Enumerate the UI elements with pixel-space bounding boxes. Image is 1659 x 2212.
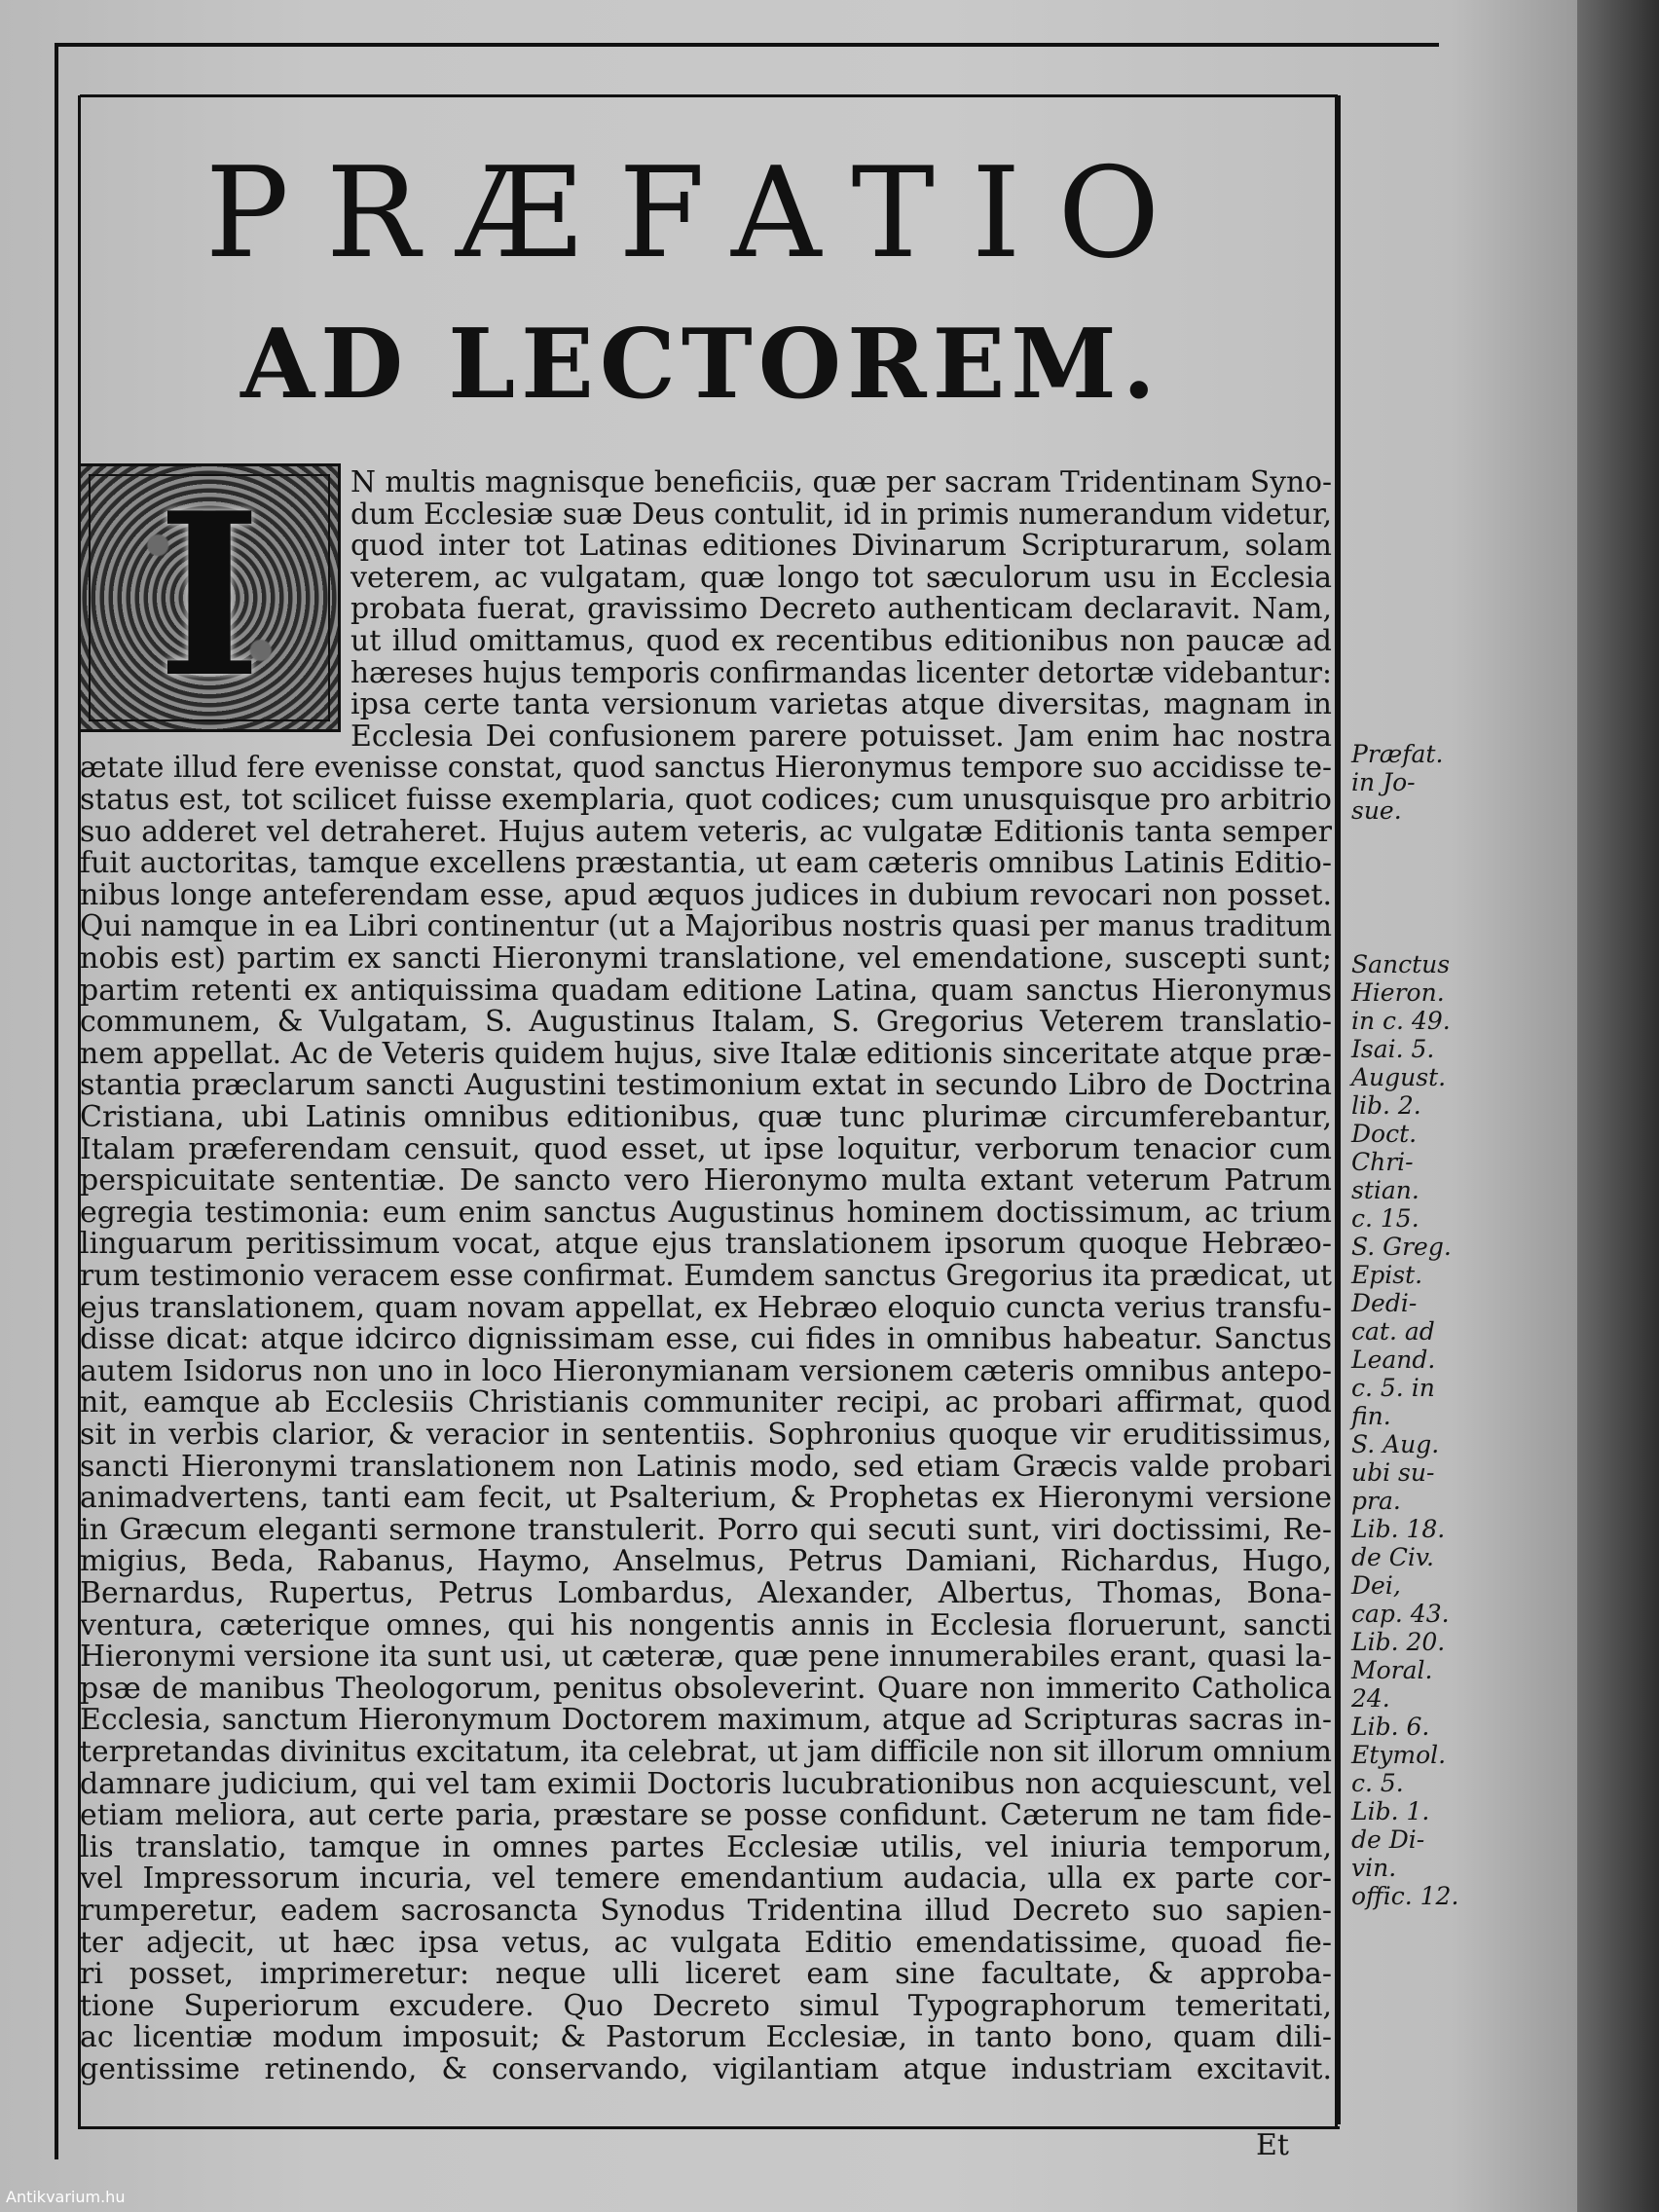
text-line: animadvertens, tanti eam fecit, ut Psalterium, & Prophetas ex Hieronymi versione: [80, 1481, 1332, 1516]
margin-note: Sanctus Hieron. in c. 49. Isai. 5. August. lib. 2. Doct. Chri- stian. c. 15. S. Greg. Epist. Dedi- cat. ad Leand. c. 5. in fin. S. Aug. ubi su- pra. Lib. 18. de Civ. Dei, cap. 43. Lib. 20. Moral. 24. Lib. 6. Etymol. c. 5. Lib. 1. de Di- vin. offic. 12.: [1351, 950, 1459, 1910]
text-line: egregia testimonia: eum enim sanctus Augustinus hominem doctissimum, ac trium: [80, 1195, 1332, 1230]
text-line: partim retenti ex antiquissima quadam editione Latina, quam sanctus Hieronymus: [80, 973, 1332, 1008]
text-line: N multis magnisque beneficiis, quæ per sacram Tridentinam Syno-: [350, 465, 1332, 499]
text-line: Cristiana, ubi Latinis omnibus editionibus, quæ tunc plurimæ circumferebantur,: [80, 1100, 1332, 1134]
text-line: quod inter tot Latinas editiones Divinarum Scripturarum, solam: [350, 529, 1332, 564]
text-line: lis translatio, tamque in omnes partes Ecclesiæ utilis, vel iniuria temporum,: [80, 1829, 1332, 1864]
text-line: ejus translationem, quam novam appellat, ex Hebræo eloquio cuncta verius transfu-: [80, 1290, 1332, 1325]
text-line: Ecclesia, sanctum Hieronymum Doctorem maximum, atque ad Scripturas sacras in-: [80, 1703, 1332, 1738]
text-line: autem Isidorus non uno in loco Hieronymianam versionem cæteris omnibus antepo-: [80, 1353, 1332, 1388]
page-title: PRÆFATIO: [204, 141, 1198, 286]
text-line: ipsa certe tanta versionum varietas atque diversitas, magnam in: [350, 687, 1332, 722]
text-line: nem appellat. Ac de Veteris quidem hujus, sive Italæ editionis sinceritate atque præ-: [80, 1036, 1332, 1071]
text-line: ac licentiæ modum imposuit; & Pastorum Ecclesiæ, in tanto bono, quam dili-: [80, 2020, 1332, 2055]
text-line: sit in verbis clarior, & veracior in sententiis. Sophronius quoque vir eruditissimus,: [80, 1418, 1332, 1452]
text-line: veterem, ac vulgatam, quæ longo tot sæculorum usu in Ecclesia: [350, 560, 1332, 595]
text-line: in Græcum eleganti sermone transtulerit. Porro qui secuti sunt, viri doctissimi, Re-: [80, 1512, 1332, 1547]
text-line: fuit auctoritas, tamque excellens præstantia, ut eam cæteris omnibus Latinis Editio-: [80, 846, 1332, 881]
bottom-rule: [78, 2126, 1340, 2129]
text-line: perspicuitate sententiæ. De sancto vero Hieronymo multa extant veterum Patrum: [80, 1163, 1332, 1198]
text-line: dum Ecclesiæ suæ Deus contulit, id in primis numerandum videtur,: [350, 497, 1332, 532]
text-line: ri posset, imprimeretur: neque ulli liceret eam sine facultate, & approba-: [80, 1957, 1332, 1992]
text-line: ut illud omittamus, quod ex recentibus editionibus non paucæ ad: [350, 624, 1332, 658]
catchword: Et: [1256, 2128, 1289, 2162]
page-edge-shadow: [1577, 0, 1659, 2212]
text-line: suo adderet vel detraheret. Hujus autem veteris, ac vulgatæ Editionis tanta semper: [80, 814, 1332, 849]
text-line: damnare judicium, qui vel tam eximii Doctoris lucubrationibus non acquiescunt, vel: [80, 1766, 1332, 1801]
text-line: nit, eamque ab Ecclesiis Christianis communiter recipi, ac probari affirmat, quod: [80, 1385, 1332, 1420]
text-line: gentissime retinendo, & conservando, vigilantiam atque industriam excitavit.: [80, 2052, 1332, 2086]
text-line: etiam meliora, aut certe paria, præstare se posse confidunt. Cæterum ne tam fide-: [80, 1798, 1332, 1833]
text-line: ventura, cæterique omnes, qui his nongentis annis in Ecclesia floruerunt, sancti: [80, 1607, 1332, 1642]
watermark: Antikvarium.hu: [6, 2188, 126, 2206]
text-line: vel Impressorum incuria, vel temere emendantium audacia, ulla ex parte cor-: [80, 1862, 1332, 1897]
text-line: nobis est) partim ex sancti Hieronymi translatione, vel emendatione, suscepti sunt;: [80, 941, 1332, 976]
text-line: terpretandas divinitus excitatum, ita celebrat, ut jam difficile non sit illorum omnium: [80, 1735, 1332, 1769]
text-line: migius, Beda, Rabanus, Haymo, Anselmus, Petrus Damiani, Richardus, Hugo,: [80, 1544, 1332, 1579]
text-line: Ecclesia Dei confusionem parere potuisset. Jam enim hac nostra: [350, 719, 1332, 754]
margin-column-rule: [1338, 95, 1341, 2124]
text-line: communem, & Vulgatam, S. Augustinus Italam, S. Gregorius Veterem translatio-: [80, 1005, 1332, 1040]
text-line: psæ de manibus Theologorum, penitus obsoleverint. Quare non immerito Catholica: [80, 1671, 1332, 1706]
text-line: nibus longe anteferendam esse, apud æquos judices in dubium revocari non posset.: [80, 877, 1332, 912]
margin-note: Præfat. in Jo- sue.: [1351, 740, 1444, 825]
text-line: linguarum peritissimum vocat, atque ejus translationem ipsorum quoque Hebræo-: [80, 1227, 1332, 1262]
text-line: stantia præclarum sancti Augustini testimonium extat in secundo Libro de Doctrina: [80, 1068, 1332, 1103]
text-line: hæreses hujus temporis confirmandas licenter detortæ videbantur:: [350, 655, 1332, 690]
initial-letter: I: [157, 464, 262, 727]
page-subtitle: AD LECTOREM.: [240, 309, 1161, 421]
text-line: Hieronymi versione ita sunt usi, ut cæteræ, quæ pene innumerabiles erant, quasi la-: [80, 1640, 1332, 1675]
text-line: tione Superiorum excudere. Quo Decreto simul Typographorum temeritati,: [80, 1988, 1332, 2023]
decorated-initial: [78, 463, 341, 732]
text-line: Italam præferendam censuit, quod esset, ut ipse loquitur, verborum tenacior cum: [80, 1131, 1332, 1166]
text-line: Bernardus, Rupertus, Petrus Lombardus, Alexander, Albertus, Thomas, Bona-: [80, 1576, 1332, 1610]
text-line: status est, tot scilicet fuisse exemplaria, quot codices; cum unusquisque pro arbitrio: [80, 783, 1332, 817]
text-line: Qui namque in ea Libri continentur (ut a Majoribus nostris quasi per manus traditum: [80, 909, 1332, 944]
text-line: probata fuerat, gravissimo Decreto authenticam declaravit. Nam,: [350, 592, 1332, 627]
text-line: ætate illud fere evenisse constat, quod sanctus Hieronymus tempore suo accidisse te-: [80, 751, 1332, 786]
text-line: rum testimonio veracem esse confirmat. Eumdem sanctus Gregorius ita prædicat, ut: [80, 1259, 1332, 1293]
text-line: disse dicat: atque idcirco dignissimam esse, cui fides in omnibus habeatur. Sanctus: [80, 1322, 1332, 1357]
text-line: ter adjecit, ut hæc ipsa vetus, ac vulgata Editio emendatissime, quoad fie-: [80, 1925, 1332, 1960]
text-line: sancti Hieronymi translationem non Latinis modo, sed etiam Græcis valde probari: [80, 1449, 1332, 1484]
text-line: rumperetur, eadem sacrosancta Synodus Tridentina illud Decreto suo sapien-: [80, 1894, 1332, 1928]
